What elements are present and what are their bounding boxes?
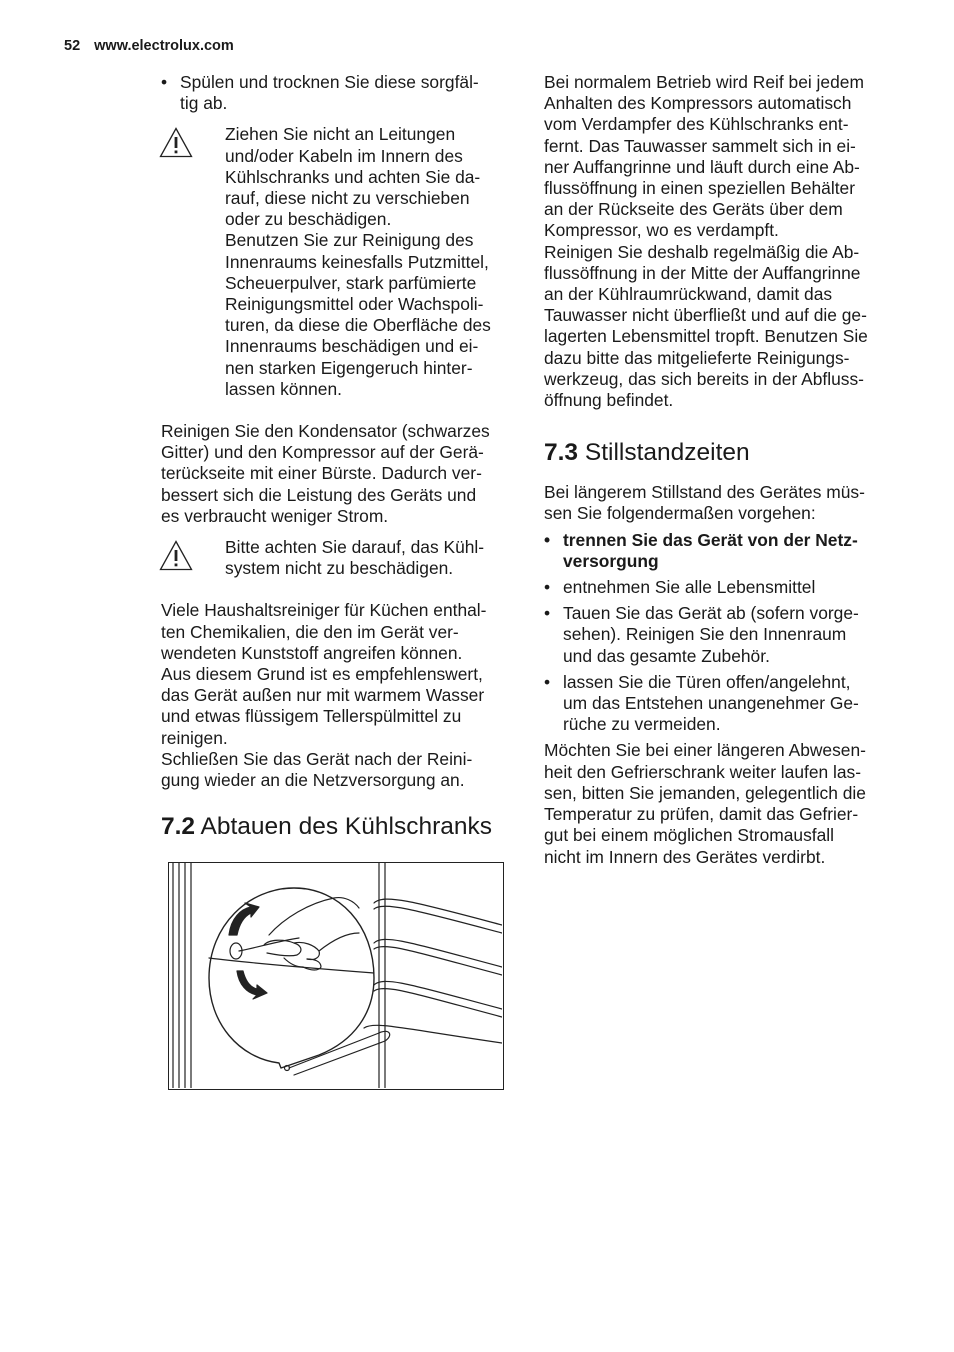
paragraph-standstill-intro [544,482,896,524]
text-line: Innenraums keinesfalls Putzmittel, [225,251,489,272]
text-line: flussöffnung in einen speziellen Behälter [544,178,855,199]
text-line: ten Chemikalien, die den im Gerät ver- [161,621,459,642]
text-line: und etwas flüssigem Tellerspülmittel zu [161,706,462,727]
list-item [544,530,896,572]
left-column [161,72,513,842]
text-line: Kühlschranks und achten Sie da- [225,166,481,187]
section-7-3-heading [544,438,896,468]
text-line: Scheuerpulver, stark parfümierte [225,272,477,293]
section-number: 7.2 [161,813,196,841]
paragraph-frost [544,72,896,411]
list-item [544,672,896,736]
text-line: Aus diesem Grund ist es empfehlenswert, [161,664,483,685]
bullet-dot: • [544,671,551,692]
site-url: www.electrolux.com [94,38,234,54]
text-line: Tauen Sie das Gerät ab (sofern vorge- [563,603,859,624]
text-line: tig ab. [180,93,228,114]
text-line: lassen können. [225,378,342,399]
text-line: gut bei einem möglichen Stromausfall [544,825,834,846]
text-line: trennen Sie das Gerät von der Netz- [563,529,858,550]
text-line: Tauwasser nicht überfließt und auf die ge- [544,305,867,326]
bullet-rinse [161,72,513,114]
list-item-text [563,603,896,667]
text-line: Ziehen Sie nicht an Leitungen [225,124,456,145]
section-number: 7.3 [544,439,579,467]
text-line: öffnung befindet. [544,390,674,411]
text-line: Benutzen Sie zur Reinigung des [225,230,474,251]
text-line: Innenraums beschädigen und ei- [225,336,479,357]
text-line: Reinigen Sie deshalb regelmäßig die Ab- [544,241,860,262]
text-line: Bei normalem Betrieb wird Reif bei jedem [544,72,864,92]
text-line: reinigen. [161,727,228,748]
text-line: dazu bitte das mitgelieferte Reinigungs- [544,347,850,368]
text-line: versorgung [563,550,659,571]
warning-cables [159,124,513,400]
text-line: system nicht zu beschädigen. [225,558,454,579]
text-line: an der Rückseite des Geräts über dem [544,199,843,220]
text-line: terückseite mit einer Bürste. Dadurch ver- [161,463,482,484]
section-title: Abtauen des Kühlschranks [200,813,492,841]
text-line: bessert sich die Leistung des Geräts und [161,484,477,505]
text-line: lassen Sie die Türen offen/angelehnt, [563,671,851,692]
list-item-text [563,672,896,736]
bullet-dot: • [161,72,168,92]
text-line: turen, da diese die Oberfläche des [225,315,491,336]
text-line: das Gerät außen nur mit warmem Wasser [161,685,485,706]
text-line: Reinigen Sie den Kondensator (schwarzes [161,421,490,442]
text-line: Reinigungsmittel oder Wachspoli- [225,294,484,315]
text-line: nicht im Innern des Gerätes verdirbt. [544,846,826,867]
list-item-text [563,530,896,572]
paragraph-cleaners [161,600,513,791]
list-item [544,577,896,598]
text-line: Spülen und trocknen Sie diese sorgfäl- [180,72,479,92]
text-line: Schließen Sie das Gerät nach der Reini- [161,748,473,769]
section-title: Stillstandzeiten [584,439,750,467]
warning-cooling-text [225,537,513,579]
paragraph-absence [544,740,896,867]
text-line: vom Verdampfer des Kühlschranks ent- [544,114,849,135]
warning-cooling-system [159,537,513,579]
bullet-rinse-text [180,72,513,114]
text-line: lagerten Lebensmittel tropft. Benutzen Sie [544,326,868,347]
warning-cables-text [225,124,513,400]
text-line: an der Kühlraumrückwand, damit das [544,284,833,305]
text-line: oder zu beschädigen. [225,209,392,230]
text-line: es verbraucht weniger Strom. [161,505,389,526]
page-number: 52 [64,38,81,54]
text-line: Kompressor, wo es verdampft. [544,220,779,241]
text-line: Temperatur zu prüfen, damit das Gefrier- [544,804,859,825]
text-line: um das Entstehen unangenehmer Ge- [563,693,859,714]
text-line: gung wieder an die Netzversorgung an. [161,770,465,791]
bullet-dot: • [544,529,551,550]
section-7-2-heading [161,812,513,842]
text-line: rauf, diese nicht zu verschieben [225,188,470,209]
text-line: werkzeug, das sich bereits in der Abfluss- [544,368,864,389]
bullet-dot: • [544,577,551,598]
bullet-dot: • [544,603,551,624]
text-line: entnehmen Sie alle Lebensmittel [563,577,816,598]
text-line: sen, bitten Sie jemanden, gelegentlich die [544,782,866,803]
page-header [64,38,234,54]
text-line: ner Auffangrinne und läuft durch eine Ab- [544,156,860,177]
text-line: Viele Haushaltsreiniger für Küchen enthal- [161,600,487,621]
text-line: Möchten Sie bei einer längeren Abwesen- [544,740,866,761]
text-line: flussöffnung in der Mitte der Auffangrinne [544,262,861,283]
right-column [544,72,896,868]
text-line: Bei längerem Stillstand des Gerätes müs- [544,482,865,503]
warning-triangle-icon [159,124,225,400]
text-line: Gitter) und den Kompressor auf der Gerä- [161,442,484,463]
text-line: rüche zu vermeiden. [563,714,721,735]
text-line: Bitte achten Sie darauf, das Kühl- [225,537,485,558]
text-line: heit den Gefrierschrank weiter laufen las- [544,761,862,782]
text-line: fernt. Das Tauwasser sammelt sich in ei- [544,135,856,156]
text-line: sen Sie folgendermaßen vorgehen: [544,503,816,524]
defrost-illustration [168,862,504,1090]
standstill-list [544,530,896,736]
text-line: Anhalten des Kompressors automatisch [544,93,852,114]
text-line: wendeten Kunststoff angreifen können. [161,642,463,663]
text-line: sehen). Reinigen Sie den Innenraum [563,624,847,645]
warning-triangle-icon [159,537,225,579]
text-line: nen starken Eigengeruch hinter- [225,357,473,378]
text-line: und/oder Kabeln im Innern des [225,145,463,166]
list-item-text [563,577,896,598]
list-item [544,603,896,667]
paragraph-condenser [161,421,513,527]
text-line: und das gesamte Zubehör. [563,645,770,666]
